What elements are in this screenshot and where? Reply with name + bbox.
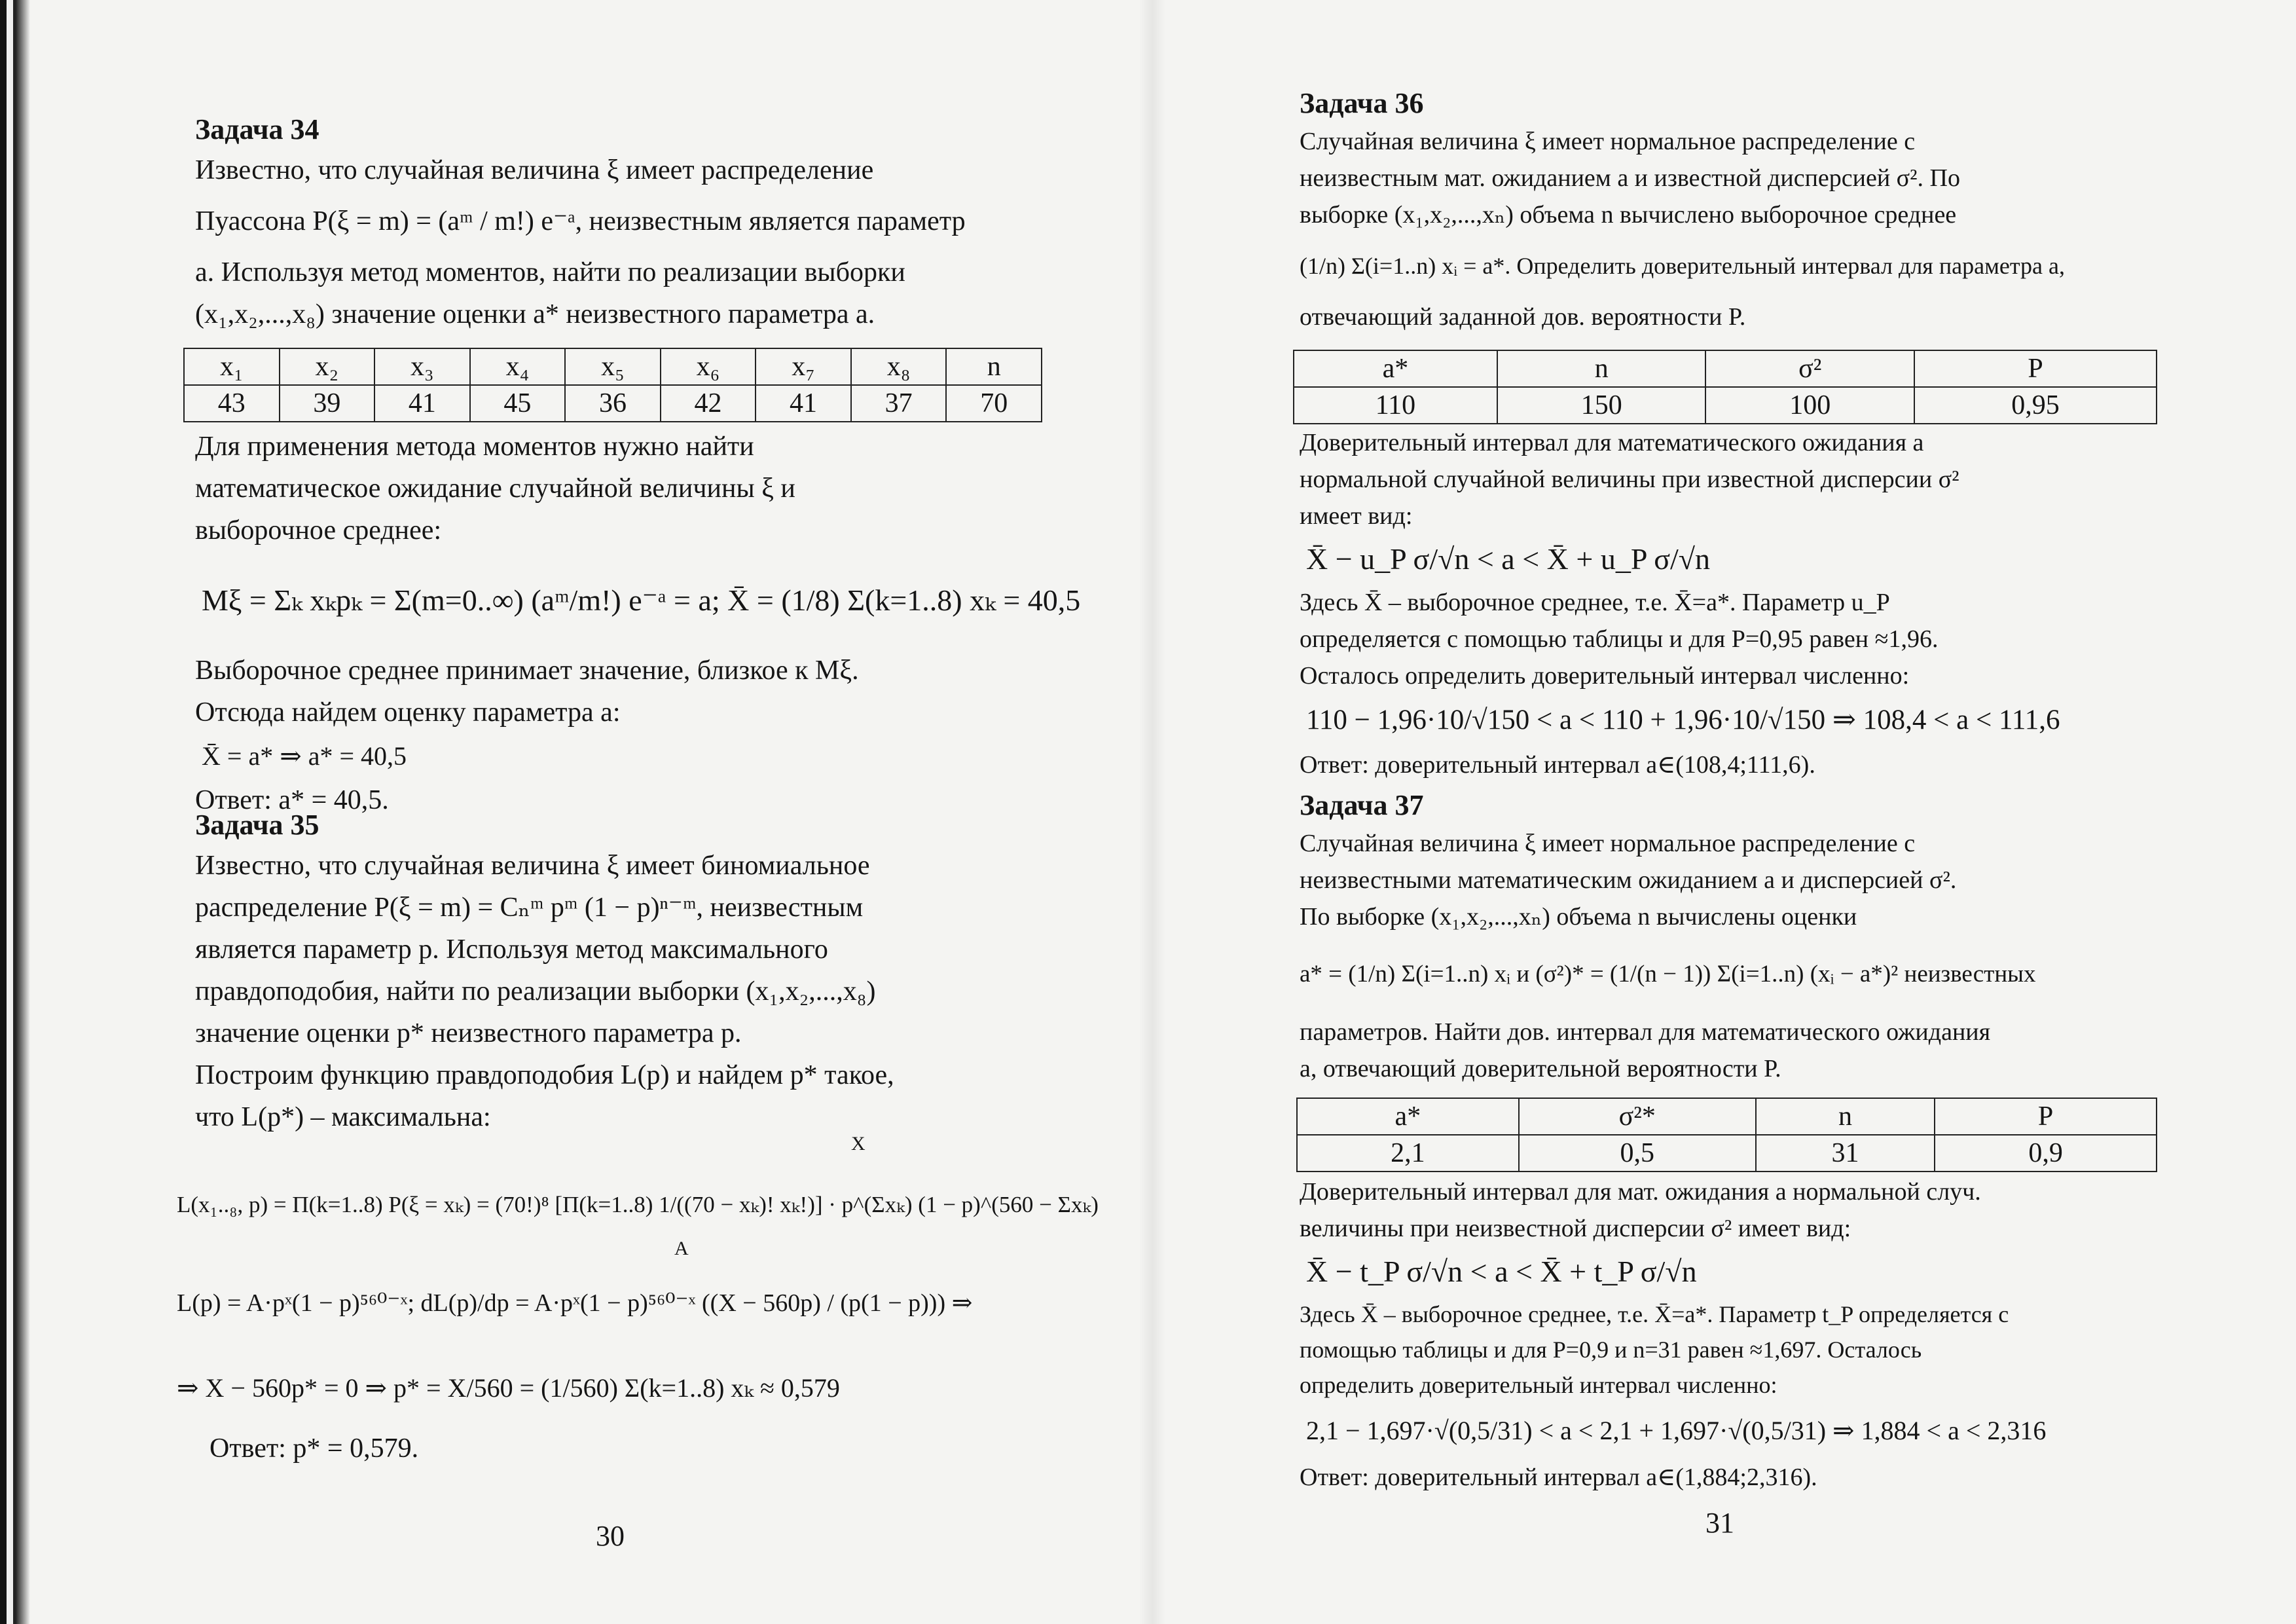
solution-line: величины при неизвестной дисперсии σ² имеет вид: [1300,1215,1851,1242]
solution-line: Здесь X̄ – выборочное среднее, т.е. X̄=a*. Параметр t_P определяется с [1300,1301,2009,1327]
formula: X̄ − u_P σ/√n < a < X̄ + u_P σ/√n [1306,542,1711,576]
table-header-cell: x₂ [280,348,375,385]
task-37-title: Задача 37 [1300,789,1424,821]
formula-label-x: X [851,1133,866,1154]
table-header-cell: n [1497,350,1706,387]
table-cell: 36 [565,385,661,422]
table-cell: 0,9 [1935,1135,2157,1172]
answer: Ответ: p* = 0,579. [210,1433,419,1464]
table-cell: 2,1 [1297,1135,1519,1172]
task-37-data-table [1296,1098,2157,1172]
table-header-row [184,348,1042,385]
task-34-line: (x₁,x₂,...,x₈) значение оценки a* неизвестного параметра a. [195,299,875,329]
task-34-data-table [183,348,1042,422]
solution-line: Доверительный интервал для мат. ожидания a нормальной случ. [1300,1178,1981,1206]
solution-line: определить доверительный интервал численно: [1300,1372,1777,1398]
page-number: 31 [1705,1507,1734,1539]
formula: 2,1 − 1,697·√(0,5/31) < a < 2,1 + 1,697·√(0,5/31) ⇒ 1,884 < a < 2,316 [1306,1416,2047,1445]
task-36-solution [1300,424,2157,783]
formula: 110 − 1,96·10/√150 < a < 110 + 1,96·10/√150 ⇒ 108,4 < a < 111,6 [1306,705,2060,735]
formula: X̄ − t_P σ/√n < a < X̄ + t_P σ/√n [1306,1255,1697,1288]
task-36-title: Задача 36 [1300,87,1424,119]
solution-line: Выборочное среднее принимает значение, близкое к Mξ. [195,655,859,686]
task-34-title: Задача 34 [195,113,319,145]
table-row [1294,387,2157,424]
table-cell: 150 [1497,387,1706,424]
page-number: 30 [596,1520,625,1552]
table-row [1297,1135,2157,1172]
solution-line: Доверительный интервал для математического ожидания a [1300,429,1924,456]
table-cell: 39 [280,385,375,422]
task-37-line: a* = (1/n) Σ(i=1..n) xᵢ и (σ²)* = (1/(n − 1)) Σ(i=1..n) (xᵢ − a*)² неизвестных [1300,961,2036,987]
formula: Mξ = Σₖ xₖpₖ = Σ(m=0..∞) (aᵐ/m!) e⁻ᵃ = a; X̄ = (1/8) Σ(k=1..8) xₖ = 40,5 [202,583,1081,617]
table-cell: 42 [661,385,756,422]
solution-line: Осталось определить доверительный интервал численно: [1300,662,1910,690]
task-37-line: По выборке (x₁,x₂,...,xₙ) объема n вычислены оценки [1300,903,1857,931]
task-35-line: что L(p*) – максимальна: [195,1102,491,1132]
table-header-cell: P [1935,1098,2157,1135]
table-header-cell: n [946,348,1042,385]
solution-line: нормальной случайной величины при известной дисперсии σ² [1300,466,1959,493]
table-cell: 0,5 [1519,1135,1756,1172]
table-header-cell: n [1756,1098,1935,1135]
table-cell: 100 [1705,387,1914,424]
table-header-cell: x₈ [851,348,947,385]
table-header-cell: σ²* [1519,1098,1756,1135]
task-36 [1300,84,2157,335]
solution-line: выборочное среднее: [195,515,442,545]
task-34 [195,110,1059,335]
task-36-line: отвечающий заданной дов. вероятности P. [1300,303,1746,331]
task-34-line: Известно, что случайная величина ξ имеет распределение [195,155,874,185]
table-header-cell: x₅ [565,348,661,385]
task-34-line: a. Используя метод моментов, найти по реализации выборки [195,257,905,287]
table-header-cell: x₁ [184,348,280,385]
task-36-line: неизвестным мат. ожиданием a и известной дисперсией σ². По [1300,164,1961,192]
task-34-line: Пуассона P(ξ = m) = (aᵐ / m!) e⁻ᵃ, неизвестным является параметр [195,206,966,236]
task-37-line: Случайная величина ξ имеет нормальное распределение с [1300,830,1916,857]
formula-label-a: A [674,1238,689,1259]
solution-line: математическое ожидание случайной величины ξ и [195,473,795,504]
solution-line: имеет вид: [1300,502,1413,530]
formula: X̄ = a* ⇒ a* = 40,5 [202,741,407,771]
formula: L(p) = A·pˣ(1 − p)⁵⁶⁰⁻ˣ; dL(p)/dp = A·pˣ(1 − p)⁵⁶⁰⁻ˣ ((X − 560p) / (p(1 − p))) ⇒ [177,1289,973,1317]
answer: Ответ: доверительный интервал a∈(108,4;111,6). [1300,751,1815,779]
formula: ⇒ X − 560p* = 0 ⇒ p* = X/560 = (1/560) Σ(k=1..8) xₖ ≈ 0,579 [177,1373,840,1403]
right-page [1300,0,2170,1624]
solution-line: Здесь X̄ – выборочное среднее, т.е. X̄=a*. Параметр u_P [1300,589,1890,616]
table-cell: 45 [470,385,566,422]
table-header-cell: x₆ [661,348,756,385]
task-35-line: Построим функцию правдоподобия L(p) и найдем p* такое, [195,1060,894,1090]
task-36-line: (1/n) Σ(i=1..n) xᵢ = a*. Определить доверительный интервал для параметра a, [1300,253,2065,279]
task-37-line: a, отвечающий доверительной вероятности P. [1300,1055,1781,1082]
table-header-cell: x₇ [756,348,851,385]
table-cell: 70 [946,385,1042,422]
table-header-row [1297,1098,2157,1135]
table-cell: 31 [1756,1135,1935,1172]
task-37-line: неизвестными математическим ожиданием a и дисперсией σ². [1300,866,1957,894]
task-37-line: параметров. Найти дов. интервал для математического ожидания [1300,1018,1991,1046]
table-cell: 41 [374,385,470,422]
table-header-cell: a* [1294,350,1497,387]
task-35-line: значение оценки p* неизвестного параметра p. [195,1018,742,1048]
task-36-line: выборке (x₁,x₂,...,xₙ) объема n вычислено выборочное среднее [1300,201,1957,229]
table-header-cell: x₃ [374,348,470,385]
solution-line: Для применения метода моментов нужно найти [195,432,754,462]
task-37-solution [1300,1173,2157,1496]
task-36-line: Случайная величина ξ имеет нормальное распределение с [1300,128,1916,155]
solution-line: определяется с помощью таблицы и для P=0,95 равен ≈1,96. [1300,625,1939,653]
task-35-line: Известно, что случайная величина ξ имеет биномиальное [195,851,870,881]
task-35-title: Задача 35 [195,809,319,841]
answer: Ответ: a* = 40,5. [195,785,389,815]
answer: Ответ: доверительный интервал a∈(1,884;2,316). [1300,1464,1817,1491]
task-35-line: является параметр p. Используя метод максимального [195,934,828,965]
page-gutter [1139,0,1165,1624]
table-header-cell: P [1914,350,2157,387]
task-35-line: правдоподобия, найти по реализации выборки (x₁,x₂,...,x₈) [195,976,876,1006]
formula: L(x₁..₈, p) = Π(k=1..8) P(ξ = xₖ) = (70!)⁸ [Π(k=1..8) 1/((70 − xₖ)! xₖ!)] · p^(Σxₖ) (1 − p)^(560 − Σxₖ) [177,1192,1099,1217]
task-35-formulas [170,1133,1099,1469]
table-header-cell: x₄ [470,348,566,385]
table-cell: 43 [184,385,280,422]
solution-line: помощью таблицы и для P=0,9 и n=31 равен ≈1,697. Осталось [1300,1337,1922,1363]
task-36-data-table [1293,350,2157,424]
table-header-cell: σ² [1705,350,1914,387]
task-35-line: распределение P(ξ = m) = Cₙᵐ pᵐ (1 − p)ⁿ⁻ᵐ, неизвестным [195,893,864,923]
table-cell: 110 [1294,387,1497,424]
task-34-solution [195,426,1081,821]
scan-binding-edge [0,0,30,1624]
task-35 [195,805,1059,1138]
table-cell: 0,95 [1914,387,2157,424]
table-cell: 37 [851,385,947,422]
task-37 [1300,786,2157,1087]
table-row [184,385,1042,422]
table-cell: 41 [756,385,851,422]
solution-line: Отсюда найдем оценку параметра a: [195,697,621,728]
left-page [170,0,1099,1624]
table-header-row [1294,350,2157,387]
table-header-cell: a* [1297,1098,1519,1135]
